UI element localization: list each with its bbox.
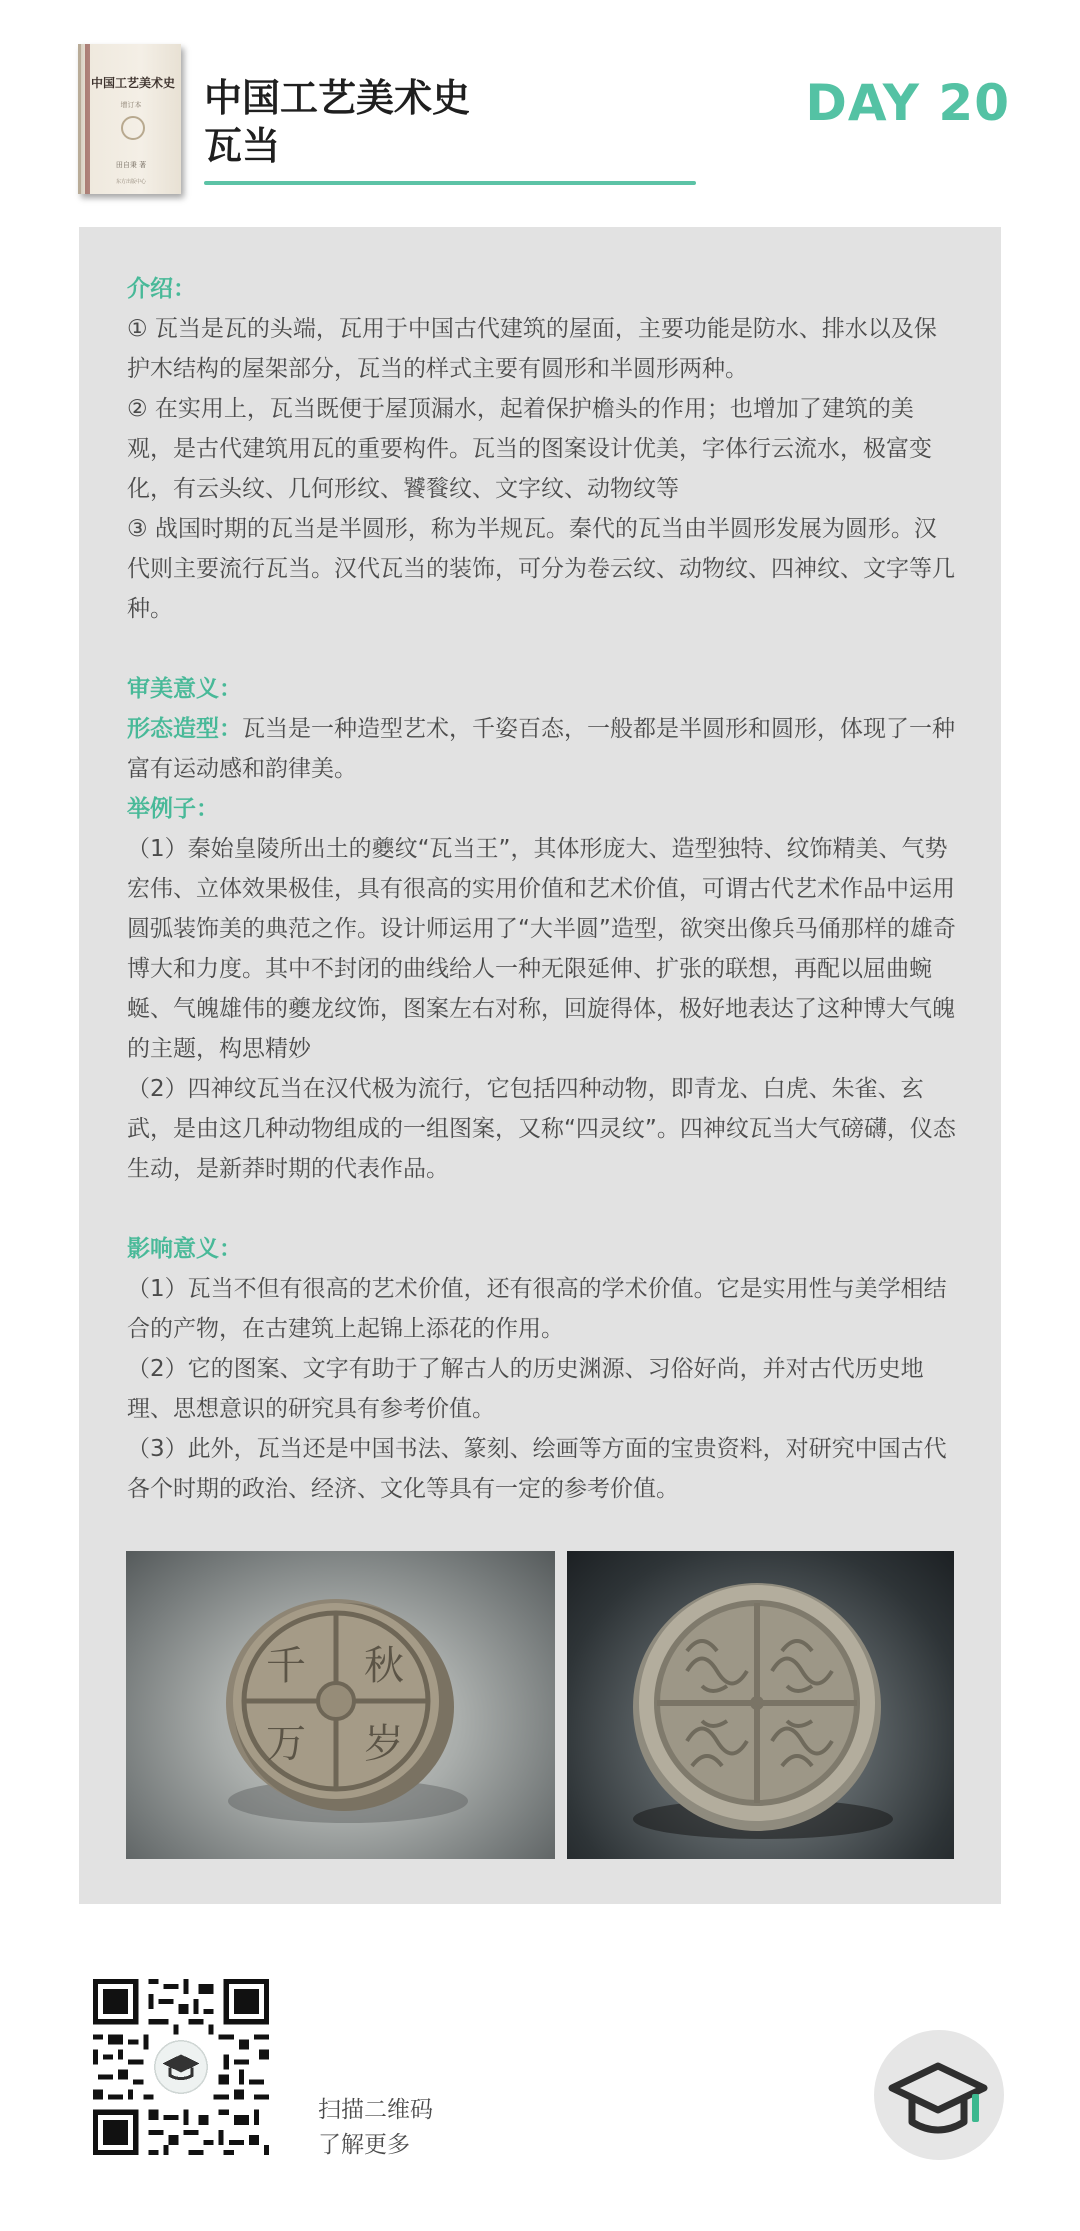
influence-paragraph-1: （1）瓦当不但有很高的艺术价值，还有很高的学术价值。它是实用性与美学相结合的产物，在古建筑上起锦上添花的作用。: [127, 1276, 947, 1342]
aesthetic-heading: 审美意义：: [127, 676, 242, 702]
book-cover-press: 东方出版中心: [115, 179, 146, 185]
intro-paragraph-3: ③ 战国时期的瓦当是半圆形，称为半规瓦。秦代的瓦当由半圆形发展为圆形。汉代则主要流行瓦当。汉代瓦当的装饰，可分为卷云纹、动物纹、四神纹、文字等几种。: [127, 516, 955, 622]
graduation-cap-button[interactable]: [874, 2030, 1004, 2160]
influence-paragraph-2: （2）它的图案、文字有助于了解古人的历史渊源、习俗好尚，并对古代历史地理、思想意识的研究具有参考价值。: [127, 1356, 924, 1422]
book-cover-emblem: [121, 116, 145, 140]
roof-tile-cloud-image: [567, 1551, 954, 1859]
intro-paragraph-2: ② 在实用上，瓦当既便于屋顶漏水，起着保护檐头的作用；也增加了建筑的美观，是古代建筑用瓦的重要构件。瓦当的图案设计优美，字体行云流水，极富变化，有云头纹、几何形纹、饕餮纹、文字纹、动物纹等: [127, 396, 932, 502]
photo-row: [126, 1551, 954, 1859]
title-underline: [204, 181, 696, 185]
inscription-char-2: 秋: [364, 1643, 404, 1689]
roof-tile-inscribed-image: [126, 1551, 555, 1859]
example-paragraph-1: （1）秦始皇陵所出土的夔纹“瓦当王”，其体形庞大、造型独特、纹饰精美、气势宏伟、立体效果极佳，具有很高的实用价值和艺术价值，可谓古代艺术作品中运用圆弧装饰美的典范之作。设计师运用了“大半圆”造型，欲突出像兵马俑那样的雄奇博大和力度。其中不封闭的曲线给人一种无限延伸、扩张的联想，再配以屈曲蜿蜒、气魄雄伟的夔龙纹饰，图案左右对称，回旋得体，极好地表达了这种博大气魄的主题，构思精妙: [127, 836, 956, 1062]
article-body: [127, 269, 957, 1509]
day-label: DAY 20: [805, 74, 1010, 132]
example-heading: 举例子：: [127, 796, 219, 822]
page-title-line2: 瓦当: [204, 124, 281, 168]
form-label: 形态造型：: [127, 716, 242, 742]
photo-roof-tile-inscribed: [126, 1551, 555, 1859]
graduation-cap-icon: [874, 2030, 1004, 2160]
inscription-char-3: 万: [266, 1721, 306, 1767]
intro-heading: 介绍：: [127, 276, 196, 302]
scan-prompt-line2: 了解更多: [318, 2132, 410, 2158]
book-cover-author: 田自秉 著: [115, 161, 147, 169]
influence-paragraph-3: （3）此外，瓦当还是中国书法、篆刻、绘画等方面的宝贵资料，对研究中国古代各个时期的政治、经济、文化等具有一定的参考价值。: [127, 1436, 947, 1502]
book-cover-title: 中国工艺美术史: [91, 76, 176, 90]
page-title-line1: 中国工艺美术史: [204, 76, 471, 120]
intro-paragraph-1: ① 瓦当是瓦的头端，瓦用于中国古代建筑的屋面，主要功能是防水、排水以及保护木结构的屋架部分，瓦当的样式主要有圆形和半圆形两种。: [127, 316, 937, 382]
book-spine: [85, 44, 90, 194]
influence-heading: 影响意义：: [127, 1236, 242, 1262]
inscription-char-4: 岁: [364, 1721, 404, 1767]
qr-code[interactable]: [88, 1974, 274, 2160]
photo-roof-tile-cloud-pattern: [567, 1551, 954, 1859]
scan-prompt-line1: 扫描二维码: [318, 2097, 433, 2123]
book-cover: [78, 44, 181, 194]
book-cover-subtitle: 增订本: [120, 101, 142, 109]
form-text: 瓦当是一种造型艺术，千姿百态，一般都是半圆形和圆形，体现了一种富有运动感和韵律美。: [127, 716, 955, 782]
content-panel: [79, 227, 1001, 1904]
qr-code-graphic: [88, 1974, 274, 2160]
example-paragraph-2: （2）四神纹瓦当在汉代极为流行，它包括四种动物，即青龙、白虎、朱雀、玄武，是由这几种动物组成的一组图案，又称“四灵纹”。四神纹瓦当大气磅礴，仪态生动，是新莽时期的代表作品。: [127, 1076, 956, 1182]
scan-prompt: [318, 2093, 433, 2163]
page-title: [204, 74, 470, 170]
inscription-char-1: 千: [266, 1643, 306, 1689]
form-paragraph: [127, 709, 957, 789]
